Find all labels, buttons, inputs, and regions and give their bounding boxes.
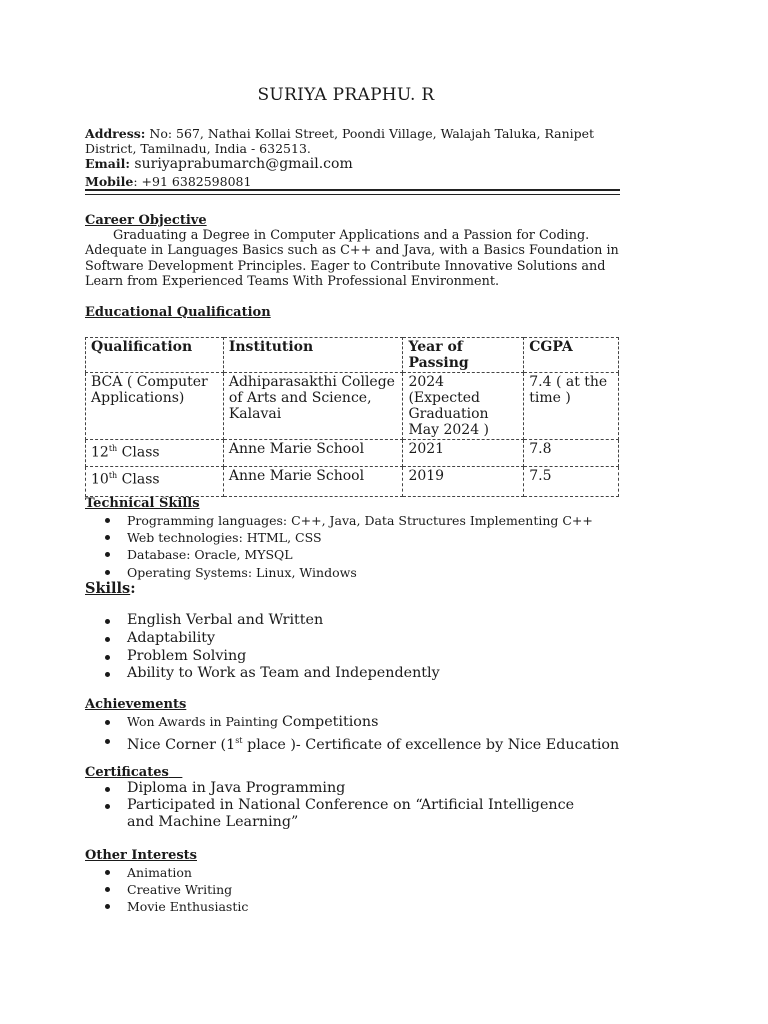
list-item: English Verbal and Written — [85, 612, 440, 630]
list-item: Movie Enthusiastic — [85, 898, 248, 915]
certificates-heading: Certificates — [85, 765, 169, 780]
address-label: Address: — [85, 126, 146, 141]
table-row — [86, 467, 619, 497]
other-interests-heading: Other Interests — [85, 848, 197, 863]
cell-year: 2024 (Expected Graduation May 2024 ) — [403, 373, 524, 440]
technical-skills-list — [85, 512, 593, 581]
career-line-1: Graduating a Degree in Computer Applications and a Passion for Coding. — [113, 228, 590, 243]
career-line-2: Adequate in Languages Basics such as C++ and Java, with a Basics Foundation in — [85, 243, 619, 259]
candidate-name: SURIYA PRAPHU. R — [257, 85, 435, 105]
table-header-row — [86, 338, 619, 373]
list-item: Adaptability — [85, 630, 440, 648]
achievements-heading: Achievements — [85, 697, 187, 712]
header-institution: Institution — [223, 338, 403, 373]
career-line-4: Learn from Experienced Teams With Professional Environment. — [85, 273, 500, 289]
email-row — [85, 156, 353, 172]
header-divider-thick — [85, 189, 620, 191]
email-label: Email: — [85, 156, 130, 171]
list-item: Diploma in Java Programming — [85, 780, 597, 797]
cell-institution: Anne Marie School — [223, 440, 403, 467]
cell-cgpa: 7.4 ( at the time ) — [524, 373, 619, 440]
list-item: Operating Systems: Linux, Windows — [85, 564, 593, 581]
list-item: Nice Corner (1st place )- Certificate of excellence by Nice Education — [85, 732, 619, 755]
cell-cgpa: 7.5 — [524, 467, 619, 497]
table-row — [86, 440, 619, 467]
list-item: Creative Writing — [85, 881, 248, 898]
list-item: Problem Solving — [85, 648, 440, 666]
cell-institution: Anne Marie School — [223, 467, 403, 497]
cell-year: 2019 — [403, 467, 524, 497]
cell-qualification: BCA ( Computer Applications) — [86, 373, 224, 440]
list-item: Database: Oracle, MYSQL — [85, 546, 593, 563]
education-heading: Educational Qualification — [85, 305, 271, 320]
header-year: Year of Passing — [403, 338, 524, 373]
cell-year: 2021 — [403, 440, 524, 467]
career-line-3: Software Development Principles. Eager to Contribute Innovative Solutions and — [85, 258, 606, 274]
technical-skills-heading: Technical Skills — [85, 496, 200, 511]
list-item: Won Awards in Painting Competitions — [85, 713, 619, 732]
address-block — [85, 126, 594, 156]
career-objective-heading: Career Objective — [85, 213, 207, 228]
career-objective-text — [85, 228, 625, 289]
mobile-row — [85, 174, 251, 189]
list-item: Ability to Work as Team and Independently — [85, 665, 440, 683]
cell-qualification: 10th Class — [86, 467, 224, 497]
achievements-list — [85, 713, 619, 754]
header-divider-thin — [85, 194, 620, 195]
table-row — [86, 373, 619, 440]
education-table — [85, 337, 619, 497]
skills-list — [85, 612, 440, 683]
header-cgpa: CGPA — [524, 338, 619, 373]
list-item: Animation — [85, 864, 248, 881]
address-line-2: District, Tamilnadu, India - 632513. — [85, 141, 311, 156]
cell-cgpa: 7.8 — [524, 440, 619, 467]
list-item: Web technologies: HTML, CSS — [85, 529, 593, 546]
list-item: Programming languages: C++, Java, Data Structures Implementing C++ — [85, 512, 593, 529]
header-qualification: Qualification — [86, 338, 224, 373]
mobile-value: : +91 6382598081 — [133, 174, 252, 189]
mobile-label: Mobile — [85, 174, 134, 189]
cell-institution: Adhiparasakthi College of Arts and Science, Kalavai — [223, 373, 403, 440]
certificates-list — [85, 780, 597, 831]
list-item: Participated in National Conference on “Artificial Intelligence and Machine Learning” — [85, 797, 597, 831]
other-interests-list — [85, 864, 248, 916]
email-value: suriyaprabumarch@gmail.com — [129, 156, 353, 172]
address-line-1: No: 567, Nathai Kollai Street, Poondi Village, Walajah Taluka, Ranipet — [145, 126, 595, 141]
cell-qualification: 12th Class — [86, 440, 224, 467]
skills-heading: Skills: — [85, 580, 136, 597]
